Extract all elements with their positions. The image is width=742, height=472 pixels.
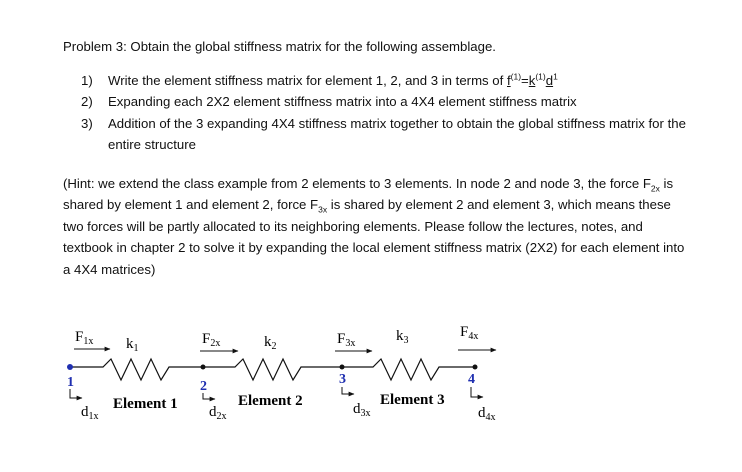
force-label: $F_{2x}$ [202, 331, 221, 349]
hint-paragraph: (Hint: we extend the class example from 2 elements to 3 elements. In node 2 and node 3, the force $F_{2x}$ is shared by element 1 and element 2, force $F_{3x}$ is shared by element 2 and element 3, which means these two forces will be partly allocated to its neighboring elements. Please follow the lectures, notes, and textbook in chapter 2 to solve it by expanding the local element stiffness matrix (2X2) for each element into a 4X4 matrices) [63, 175, 685, 277]
spring-constant-label: $k_1$ [126, 336, 139, 354]
displacement-label: $d_{3x}$ [353, 401, 371, 419]
displacement-label: $d_{2x}$ [209, 404, 227, 422]
step-text: Addition of the 3 expanding 4X4 stiffness matrix together to obtain the global stiffness matrix for the entire structure [108, 115, 686, 152]
node-4-dot [473, 365, 478, 370]
displacement-arrow [471, 387, 483, 397]
element-label: Element 1 [113, 396, 178, 412]
node-number: 3 [339, 372, 346, 387]
displacement-arrow [70, 389, 82, 398]
spring-constant-label: $k_2$ [264, 334, 277, 352]
node-2-dot [201, 365, 206, 370]
displacement-label: $d_{4x}$ [478, 405, 496, 423]
node-number: 1 [67, 375, 74, 390]
element-label: Element 3 [380, 392, 445, 408]
spring-1 [70, 359, 203, 380]
element-label: Element 2 [238, 393, 303, 409]
step-text: Expanding each 2X2 element stiffness matrix into a 4X4 element stiffness matrix [108, 94, 577, 109]
node-3-dot [340, 365, 345, 370]
step-number: 1) [81, 72, 93, 88]
displacement-arrow [342, 387, 354, 394]
node-1-dot [67, 364, 73, 370]
force-label: $F_{4x}$ [460, 324, 479, 342]
spring-2 [203, 359, 342, 380]
displacement-label: $d_{1x}$ [81, 404, 99, 422]
force-label: $F_{3x}$ [337, 331, 356, 349]
equation: $f^{(1)}=k^{(1)}d^1$ [506, 71, 558, 88]
node-number: 2 [200, 379, 207, 394]
force-label: $F_{1x}$ [75, 329, 94, 347]
step-number: 3) [81, 115, 93, 131]
spring-3 [342, 359, 475, 380]
spring-constant-label: $k_3$ [396, 328, 409, 346]
step-text: Write the element stiffness matrix for element 1, 2, and 3 in terms of [108, 72, 507, 88]
node-number: 4 [468, 372, 475, 387]
step-number: 2) [81, 94, 93, 109]
problem-title: Problem 3: Obtain the global stiffness matrix for the following assemblage. [63, 39, 496, 54]
